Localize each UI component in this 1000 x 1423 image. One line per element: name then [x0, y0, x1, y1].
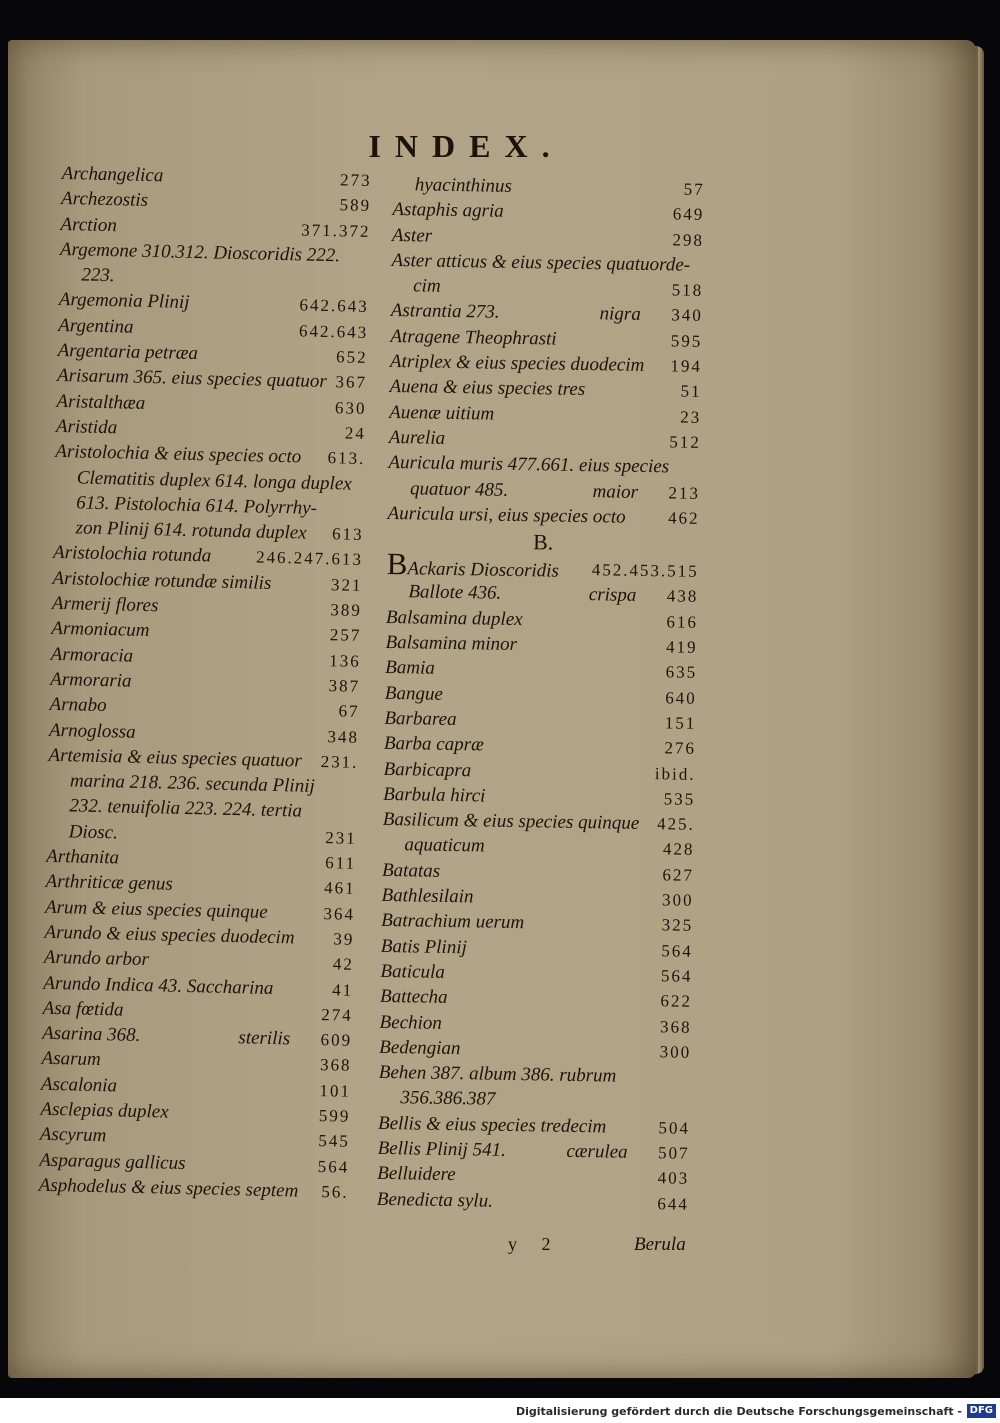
entry-term: Behen 387. album 386. rubrum	[378, 1061, 617, 1087]
entry-pages: 616	[666, 612, 699, 632]
entry-term: Archezostis	[60, 188, 149, 212]
entry-pages: 298	[672, 229, 705, 250]
entry-pages: 545	[318, 1131, 351, 1152]
entry-pages: 609	[320, 1030, 353, 1050]
entry-pages: 595	[670, 331, 703, 351]
entry-pages: 652	[335, 347, 368, 368]
entry-subterm: maior	[592, 480, 639, 503]
entry-term: Arnoglossa	[48, 719, 136, 743]
entry-pages: 512	[669, 432, 701, 452]
entry-pages: 368	[319, 1055, 352, 1076]
entry-term: 232. tenuifolia 223. 224. tertia	[69, 795, 303, 823]
entry-term: Ballote 436.	[408, 581, 502, 605]
entry-term: Astaphis agria	[392, 199, 504, 223]
entry-subterm: nigra	[599, 303, 641, 326]
entry-term: Aster	[391, 224, 433, 247]
entry-term: Balsamina duplex	[385, 606, 523, 630]
entry-term: Bathlesilain	[381, 884, 474, 908]
entry-term: Batatas	[381, 859, 441, 882]
entry-pages: 368	[659, 1016, 692, 1037]
entry-term: Arthriticæ genus	[45, 871, 174, 896]
entry-term: 356.386.387	[400, 1087, 496, 1111]
entry-term: Auricula muris 477.661. eius species	[388, 452, 670, 478]
entry-pages: 425.	[656, 814, 695, 834]
entry-pages: 635	[665, 662, 698, 683]
entry-pages: 518	[671, 280, 704, 301]
entry-term: Aristolochiæ rotundæ similis	[52, 567, 272, 594]
entry-term: Arum & eius species quinque	[44, 896, 268, 923]
entry-pages: 387	[328, 676, 361, 696]
entry-pages: 273	[339, 170, 372, 191]
entry-term: Barbicapra	[383, 758, 472, 781]
entry-term: Belluidere	[377, 1163, 456, 1186]
index-column-right	[377, 172, 705, 1217]
entry-pages: 389	[330, 600, 363, 620]
index-entries-b	[376, 546, 699, 1217]
entry-pages: 649	[672, 204, 705, 225]
footer-credit: Digitalisierung gefördert durch die Deutsche Forschungsgemeinschaft -	[515, 1405, 962, 1418]
entry-pages: 300	[661, 890, 694, 910]
entry-pages: 56.	[321, 1182, 349, 1202]
entry-term: Argentaria petræa	[57, 340, 199, 365]
entry-term: Argemonia Plinij	[58, 289, 190, 314]
entry-pages: 300	[659, 1042, 692, 1062]
entry-term: Arundo Indica 43. Saccharina	[43, 972, 274, 999]
entry-pages: 348	[327, 726, 360, 747]
entry-term: Asphodelus & eius species septem	[38, 1174, 299, 1202]
entry-pages: 276	[664, 738, 697, 759]
entry-term: Basilicum & eius species quinque	[382, 809, 640, 835]
index-entry	[387, 501, 699, 531]
entry-term: Aristalthæa	[56, 390, 146, 414]
entry-term: Bamia	[385, 657, 435, 680]
entry-pages: 67	[338, 701, 360, 722]
entry-term: Arnabo	[49, 694, 107, 717]
entry-pages: 599	[318, 1106, 351, 1126]
page-title: INDEX.	[368, 128, 564, 164]
entry-term: Asarum	[41, 1048, 101, 1071]
entry-term: aquaticum	[404, 834, 485, 857]
index-entries-a	[387, 172, 705, 531]
entry-term: Benedicta sylu.	[376, 1188, 494, 1212]
entry-pages: 613.	[327, 448, 366, 469]
dfg-logo: DFG	[967, 1404, 996, 1418]
entry-pages: 194	[670, 356, 703, 376]
entry-pages: 42	[332, 954, 355, 975]
entry-term: Bellis & eius species tredecim	[377, 1112, 607, 1138]
entry-term: Ascyrum	[39, 1124, 107, 1147]
entry-term: Asarina 368.	[41, 1022, 141, 1047]
entry-pages: 461	[323, 878, 356, 899]
entry-pages: 325	[661, 915, 694, 936]
entry-term: Clematitis duplex 614. longa duplex	[76, 466, 352, 495]
entry-pages: 564	[660, 966, 693, 986]
signature-mark: y 2	[508, 1234, 561, 1254]
entry-pages: 39	[333, 929, 355, 949]
entry-pages: 642.643	[298, 321, 369, 342]
entry-term: zon Plinij 614. rotunda duplex	[75, 517, 307, 544]
entry-term: Aristolochia rotunda	[52, 542, 212, 567]
entry-pages: 257	[329, 625, 362, 646]
entry-pages: 622	[660, 991, 693, 1012]
entry-pages: 246.247.613	[255, 547, 364, 570]
entry-term: Diosc.	[68, 821, 119, 844]
entry-pages: 57	[683, 179, 705, 199]
entry-term: 613. Pistolochia 614. Polyrrhy-	[76, 492, 318, 519]
entry-term: Arundo & eius species duodecim	[44, 921, 295, 949]
entry-pages: 403	[657, 1168, 690, 1189]
index-column-left	[38, 161, 371, 1205]
entry-pages: 213	[668, 482, 701, 503]
entry-term: Auena & eius species tres	[389, 376, 586, 401]
entry-pages: 564	[661, 940, 693, 961]
entry-term: Bechion	[379, 1011, 443, 1034]
entry-pages: ibid.	[654, 763, 696, 784]
entry-term: Batrachium uerum	[381, 910, 525, 934]
entry-term: Archangelica	[61, 162, 164, 187]
entry-pages: 627	[662, 865, 695, 885]
entry-term: Arction	[60, 213, 118, 236]
entry-pages: 101	[319, 1080, 352, 1101]
entry-pages: 589	[339, 195, 372, 216]
entry-pages: 274	[320, 1004, 353, 1025]
entry-pages: 23	[680, 407, 702, 427]
entry-pages: 428	[662, 839, 695, 860]
entry-term: Barbula hirci	[383, 783, 486, 807]
entry-term: hyacinthinus	[414, 174, 513, 197]
entry-term: Artemisia & eius species quatuor	[48, 744, 303, 772]
entry-subterm: cærulea	[566, 1140, 628, 1163]
entry-pages: 640	[665, 687, 697, 708]
entry-pages: 564	[317, 1156, 350, 1177]
entry-term: Arundo arbor	[43, 947, 150, 971]
entry-term: Armoraria	[49, 668, 132, 692]
entry-pages: 231.	[320, 751, 359, 772]
entry-term: Bellis Plinij 541.	[377, 1137, 507, 1161]
entry-pages: 630	[334, 397, 367, 418]
entry-pages: 644	[657, 1193, 689, 1214]
entry-pages: 535	[663, 789, 696, 809]
entry-pages: 364	[323, 903, 356, 924]
entry-term: Argemone 310.312. Dioscoridis 222.	[59, 238, 341, 267]
entry-term: marina 218. 236. secunda Plinij	[69, 770, 316, 798]
entry-term: Atragene Theophrasti	[390, 325, 557, 350]
catchword: Berula	[634, 1234, 686, 1255]
entry-pages: 136	[329, 650, 361, 671]
entry-term: Batis Plinij	[380, 935, 468, 958]
entry-pages: 613	[331, 524, 364, 545]
entry-term: quatuor 485.	[409, 477, 509, 501]
entry-term: Aurelia	[388, 426, 446, 449]
entry-term: Auricula ursi, eius species octo	[387, 502, 626, 528]
entry-term: Barbarea	[384, 707, 457, 731]
entry-pages: 438	[666, 586, 699, 607]
entry-term: Ascalonia	[40, 1073, 118, 1097]
entry-term: Armoniacum	[51, 618, 150, 642]
entry-pages: 321	[330, 574, 363, 595]
entry-pages: 151	[664, 713, 697, 733]
entry-term: Armoracia	[50, 643, 134, 667]
entry-pages: 24	[344, 423, 367, 443]
entry-term-text: Ackaris Dioscoridis	[407, 558, 560, 582]
entry-pages: 504	[658, 1117, 691, 1138]
entry-pages: 462	[667, 508, 700, 528]
section-letter-b: B.	[532, 529, 554, 555]
entry-pages: 231	[325, 827, 357, 848]
entry-term: Asparagus gallicus	[39, 1149, 186, 1174]
entry-term: Bangue	[384, 682, 444, 705]
entry-term: Aristida	[55, 415, 118, 439]
entry-term: Barba capræ	[383, 733, 484, 756]
entry-term: Baticula	[380, 960, 445, 983]
entry-term: Aristolochia & eius species octo	[55, 441, 302, 468]
entry-term: Aster atticus & eius species quatuorde-	[391, 249, 691, 276]
entry-term: Bedengian	[379, 1036, 461, 1059]
entry-term: Arisarum 365. eius species quatuor	[56, 365, 327, 393]
entry-term: cim	[413, 275, 441, 297]
entry-pages: 507	[657, 1143, 690, 1163]
entry-pages: 340	[671, 305, 703, 326]
entry-term: Argentina	[58, 314, 134, 338]
entry-subterm: crispa	[588, 584, 637, 607]
entry-term: Asa fœtida	[42, 997, 124, 1021]
entry-subterm: sterilis	[238, 1027, 291, 1050]
entry-pages: 419	[665, 637, 698, 657]
entry-pages: 51	[680, 381, 702, 402]
entry-term: Battecha	[379, 986, 448, 1009]
entry-term: Arthanita	[45, 845, 120, 869]
entry-term: Balsamina minor	[385, 631, 518, 656]
entry-term: Atriplex & eius species duodecim	[389, 351, 645, 377]
entry-term: Asclepias duplex	[40, 1098, 169, 1123]
index-entry	[377, 1186, 689, 1216]
entry-term: 223.	[81, 264, 115, 287]
entry-pages: 611	[325, 853, 357, 873]
entry-pages: 642.643	[299, 295, 369, 317]
entry-term: Armerij flores	[51, 592, 159, 617]
entry-pages: 371.372	[301, 220, 371, 241]
entry-term: Auenæ uitium	[389, 401, 495, 425]
entry-pages: 452.453.515	[591, 560, 699, 582]
entry-pages: 41	[332, 979, 354, 1000]
entry-pages: 367	[335, 372, 368, 393]
entry-term: Astrantia 273.	[390, 300, 500, 324]
drop-cap: B	[386, 546, 408, 582]
